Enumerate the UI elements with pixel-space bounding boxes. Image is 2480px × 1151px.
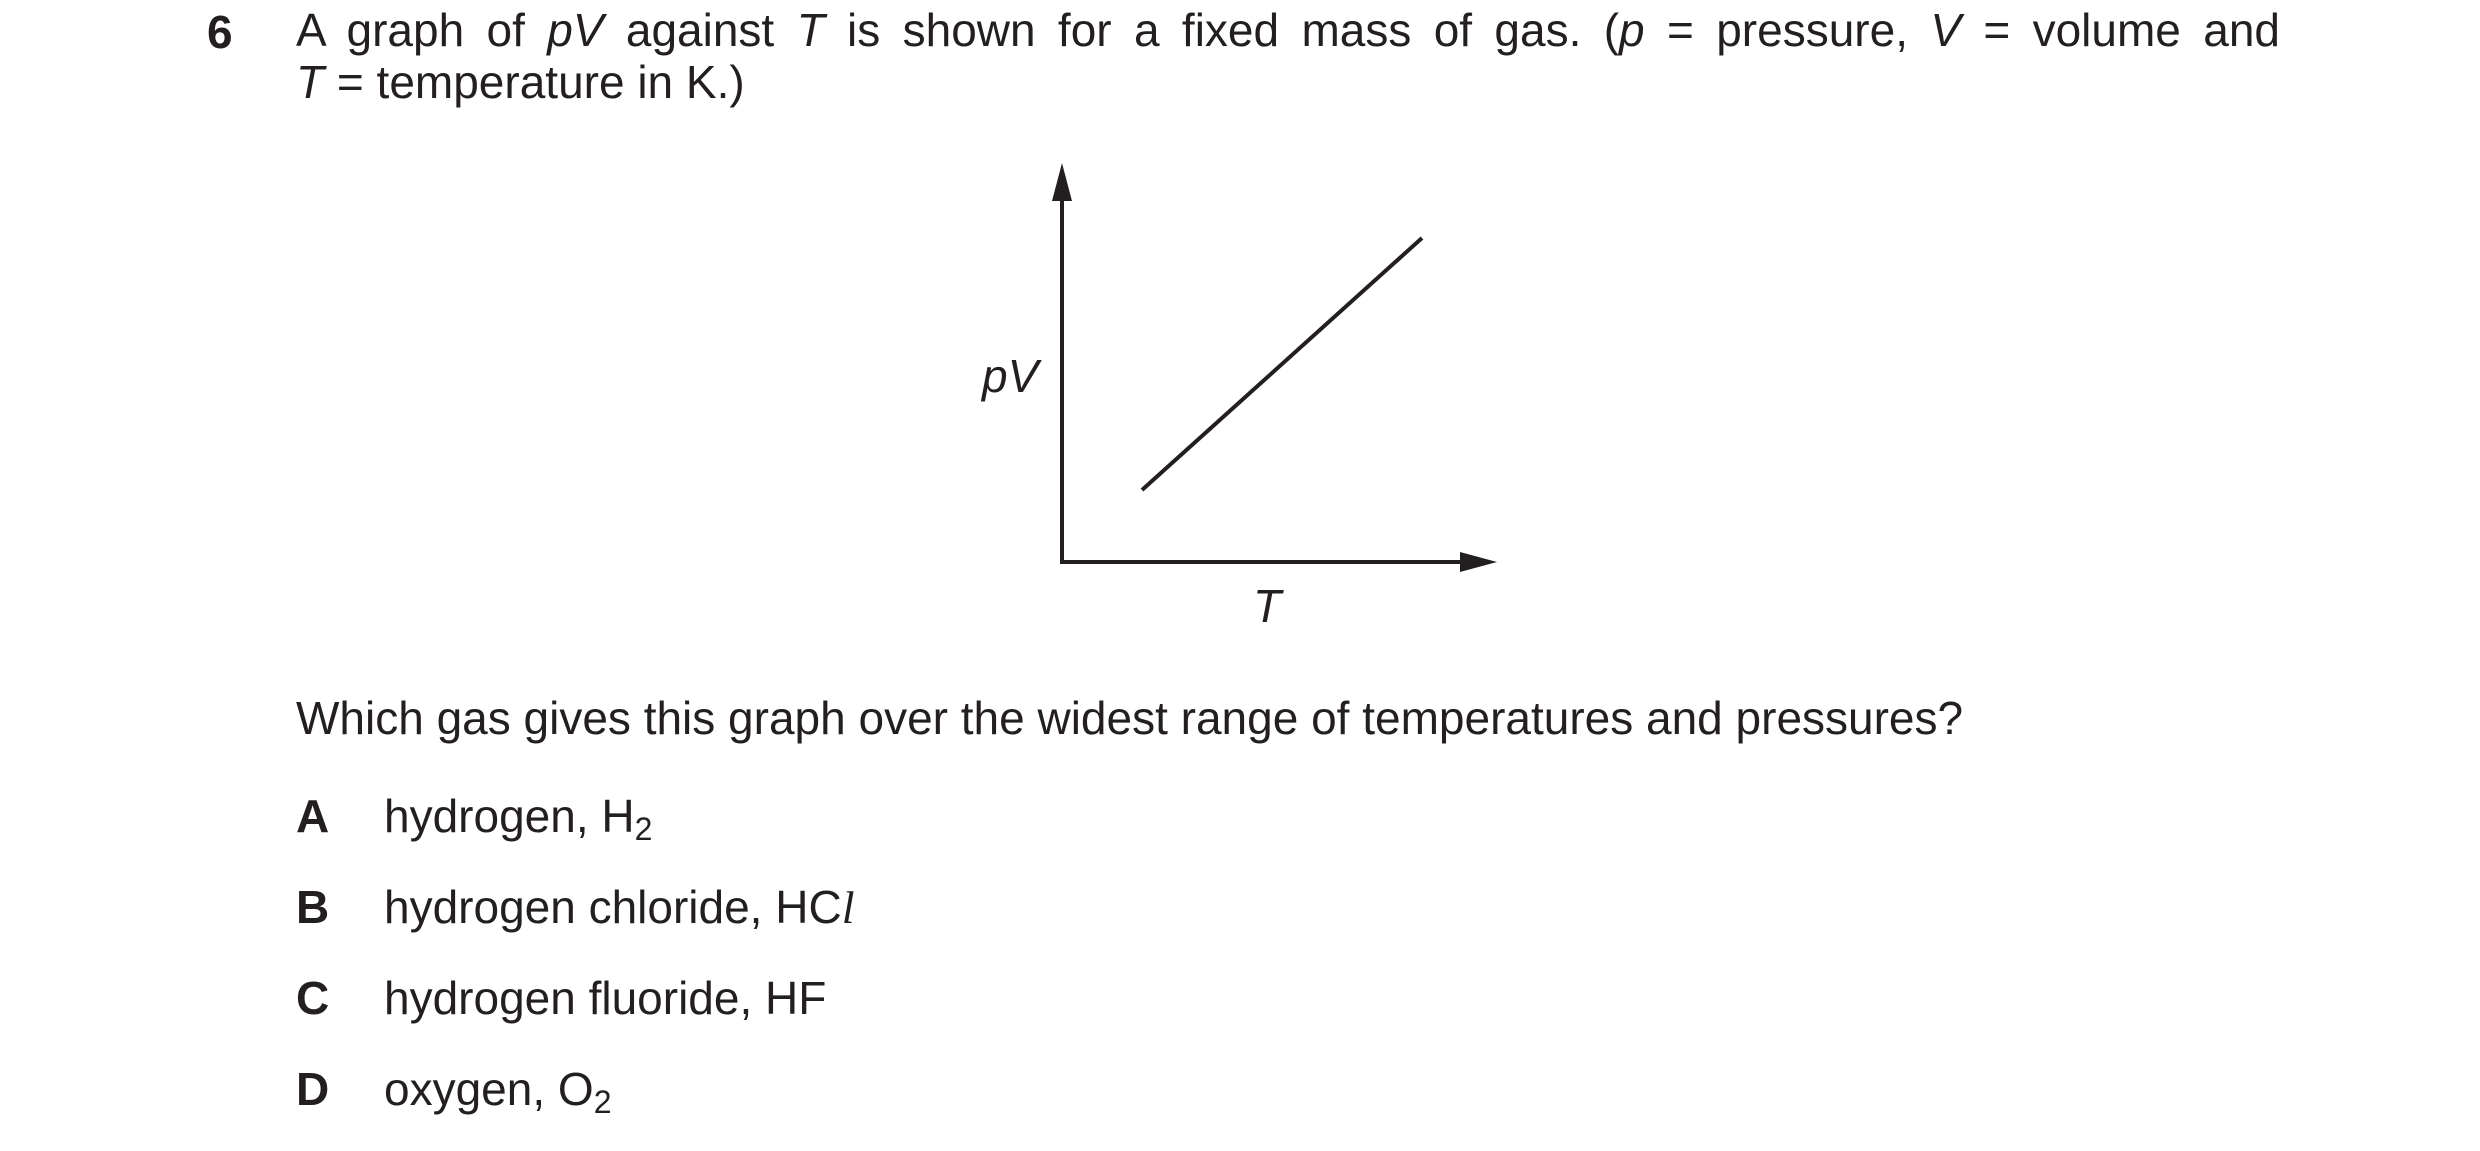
stem-var-p: p [1619, 4, 1645, 56]
stem-text: is shown for a fixed mass of gas. ( [824, 4, 1620, 56]
option-subscript: 2 [634, 811, 653, 847]
x-axis-label: T [1253, 580, 1282, 632]
stem-text: = pressure, [1644, 4, 1931, 56]
stem-text: = volume and [1961, 4, 2280, 56]
question-number: 6 [207, 6, 233, 58]
y-axis-label: pV [982, 350, 1039, 402]
stem-text: A graph of [296, 4, 548, 56]
option-subscript: 2 [593, 1084, 612, 1120]
option-c[interactable] [296, 970, 826, 1026]
stem-var-pv: pV [547, 4, 604, 56]
x-axis-arrowhead [1460, 552, 1497, 572]
option-letter: D [296, 1063, 330, 1115]
option-text: hydrogen fluoride, HF [384, 972, 827, 1024]
option-letter: C [296, 972, 330, 1024]
option-letter: B [296, 881, 330, 933]
stem-text: against [603, 4, 797, 56]
option-d[interactable] [296, 1061, 612, 1120]
option-script-l: l [841, 882, 855, 933]
stem-var-t: T [796, 4, 825, 56]
question-prompt: Which gas gives this graph over the widest range of temperatures and pressures? [296, 692, 1964, 744]
option-text: hydrogen, H [384, 790, 635, 842]
option-letter: A [296, 790, 330, 842]
stem-text: = temperature in K.) [324, 56, 745, 108]
option-a[interactable] [296, 788, 653, 847]
series-line [1142, 238, 1422, 490]
stem-var-v: V [1930, 4, 1962, 56]
option-b[interactable] [296, 879, 854, 936]
option-text: hydrogen chloride, HC [384, 881, 842, 933]
y-axis-arrowhead [1052, 163, 1072, 201]
stem-var-t: T [296, 56, 325, 108]
option-text: oxygen, O [384, 1063, 594, 1115]
